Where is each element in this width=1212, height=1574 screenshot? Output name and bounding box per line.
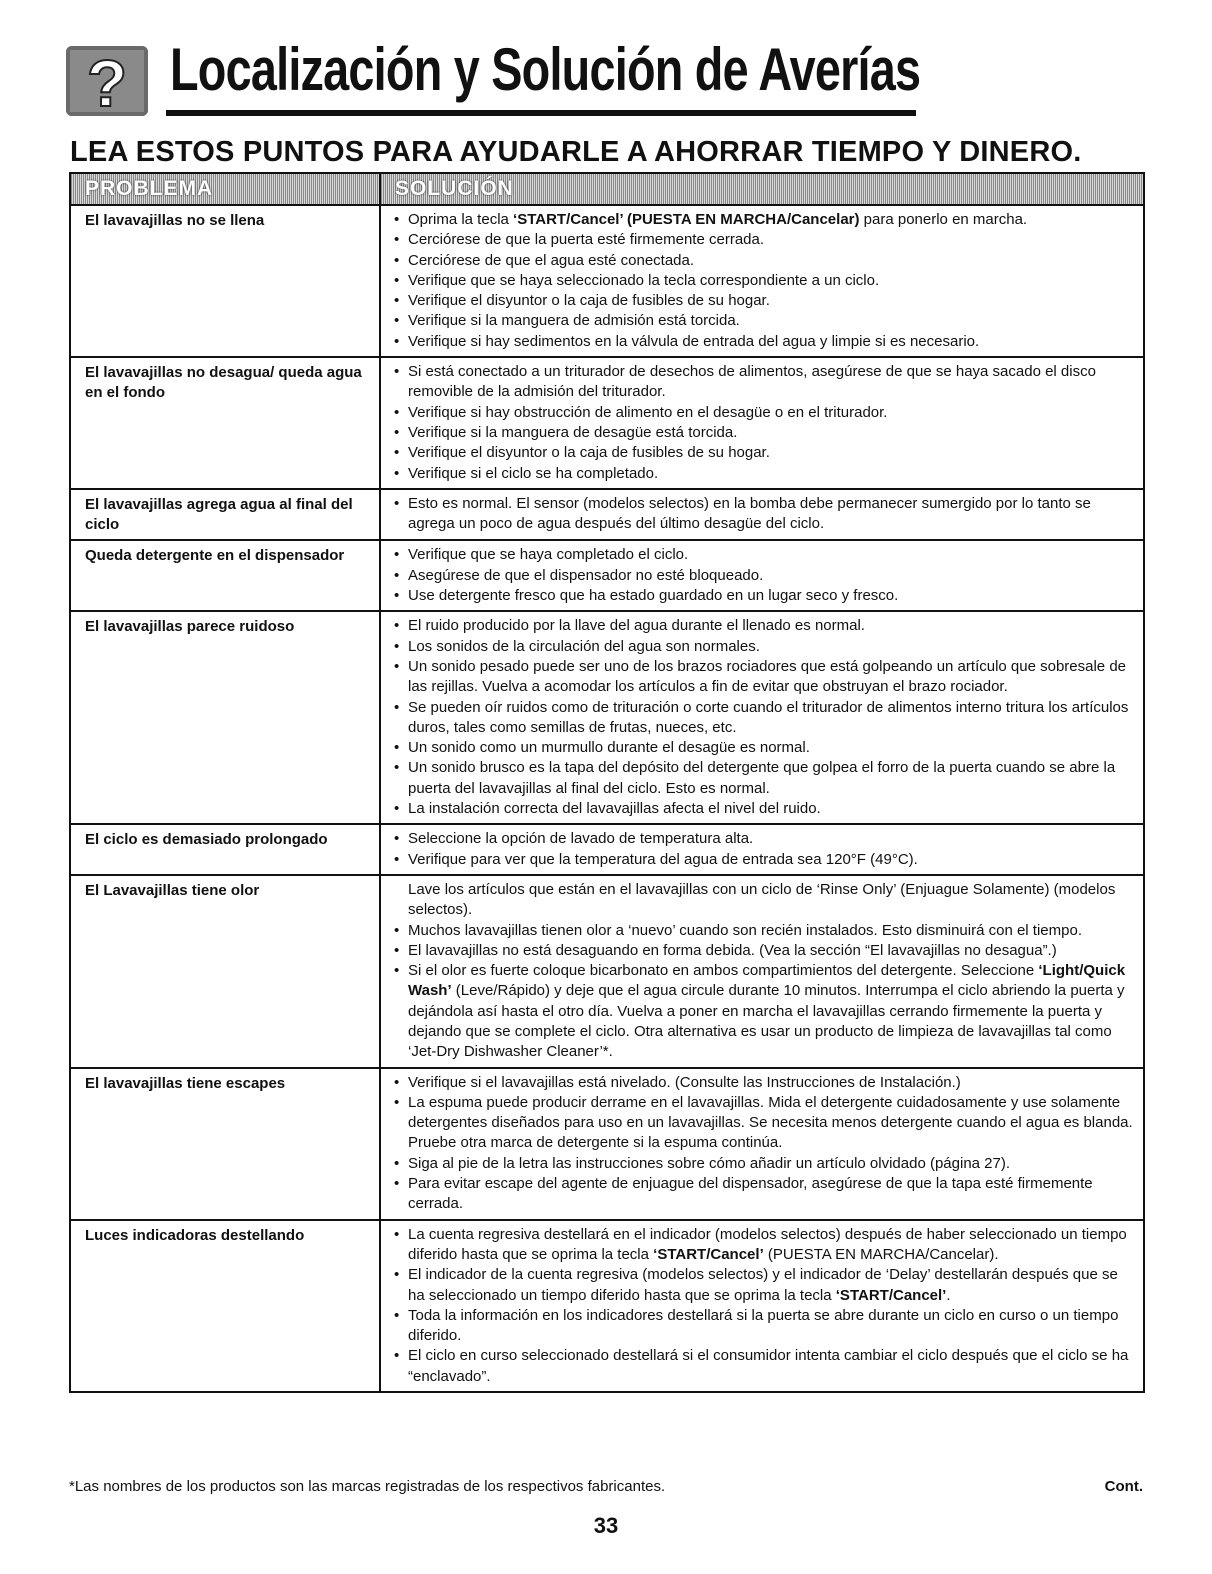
solution-list [394,1225,1135,1387]
solution-text: . [946,1286,951,1304]
problem-cell: El lavavajillas tiene escapes [70,1068,380,1220]
troubleshooting-table [69,172,1145,1393]
solution-item [394,1265,1135,1306]
solution-cell [380,357,1144,489]
table-row [70,611,1144,824]
solution-text: Los sonidos de la circulación del agua son normales. [408,637,760,655]
table-body [70,205,1144,1392]
solution-text: Verifique que se haya completado el ciclo. [408,546,689,564]
solution-text: Un sonido como un murmullo durante el desagüe es normal. [408,739,810,757]
solution-text: Si el olor es fuerte coloque bicarbonato en ambos compartimientos del detergente. Seleccione [408,962,1039,980]
solution-text: Siga al pie de la letra las instrucciones sobre cómo añadir un artículo olvidado (página 27). [408,1154,1011,1172]
solution-item [394,362,1135,403]
table-row [70,357,1144,489]
solution-item [394,271,1135,291]
solution-item [394,1174,1135,1215]
solution-item [394,880,1135,921]
solution-item [394,494,1135,535]
solution-item [394,1225,1135,1266]
solution-item [394,1093,1135,1154]
solution-item [394,1346,1135,1387]
solution-text: Seleccione la opción de lavado de temperatura alta. [408,830,754,848]
solution-text: Verifique si el ciclo se ha completado. [408,464,659,482]
solution-text: Esto es normal. El sensor (modelos selectos) en la bomba debe permanecer sumergido por lo tanto se agrega un poco de agua después del último desagüe del ciclo. [408,494,1091,533]
problem-cell: El lavavajillas no desagua/ queda agua en el fondo [70,357,380,489]
solution-item [394,332,1135,352]
solution-item [394,1306,1135,1347]
problem-cell: El Lavavajillas tiene olor [70,875,380,1068]
solution-text: Verifique si hay sedimentos en la válvula de entrada del agua y limpie si es necesario. [408,332,980,350]
continued-label: Cont. [1104,1478,1143,1495]
solution-text: (PUESTA EN MARCHA/Cancelar). [763,1245,999,1263]
solution-cell [380,540,1144,611]
key-name: ‘START/Cancel’ (PUESTA EN MARCHA/Cancelar) [513,211,860,228]
solution-text: La instalación correcta del lavavajillas afecta el nivel del ruido. [408,800,821,818]
solution-list [394,1073,1135,1215]
solution-list [394,494,1135,535]
solution-text: Oprima la tecla [408,211,514,228]
page-subtitle: LEA ESTOS PUNTOS PARA AYUDARLE A AHORRAR TIEMPO Y DINERO. [70,136,1082,168]
solution-text: El ruido producido por la llave del agua durante el llenado es normal. [408,617,865,635]
solution-item [394,637,1135,657]
solution-list [394,829,1135,870]
solution-list [394,362,1135,484]
solution-item [394,545,1135,565]
solution-text: Verifique si el lavavajillas está nivelado. (Consulte las Instrucciones de Instalación.) [408,1073,961,1091]
key-name: ‘Light/Quick Wash’ [408,962,1126,1000]
solution-text: para ponerlo en marcha. [859,211,1028,228]
page-title: Localización y Solución de Averías [170,36,921,103]
solution-cell [380,824,1144,875]
column-header-problem: PROBLEMA [70,173,380,205]
table-row [70,824,1144,875]
solution-item [394,291,1135,311]
solution-item [394,921,1135,941]
solution-text: Un sonido pesado puede ser uno de los brazos rociadores que está golpeando un artículo que sobresale de las rejillas. Vuelva a acomodar los artículos a fin de evitar que obstruyan el brazo rociador. [408,657,1127,696]
solution-item [394,616,1135,636]
solution-item [394,210,1135,230]
trademark-footnote: *Las nombres de los productos son las marcas registradas de los respectivos fabricantes. [69,1478,666,1495]
solution-list [394,210,1135,352]
solution-text: Verifique si la manguera de admisión está torcida. [408,312,740,330]
table-row [70,489,1144,541]
solution-text: Toda la información en los indicadores destellará si la puerta se abre durante un ciclo en curso o un tiempo diferido. [408,1306,1119,1345]
solution-text: Use detergente fresco que ha estado guardado en un lugar seco y fresco. [408,587,899,605]
solution-cell [380,1068,1144,1220]
solution-text: Verifique el disyuntor o la caja de fusibles de su hogar. [408,444,770,462]
solution-cell [380,611,1144,824]
table-header-row [70,173,1144,205]
solution-list [394,545,1135,606]
solution-item [394,758,1135,799]
solution-text: Cerciórese de que la puerta esté firmemente cerrada. [408,231,765,249]
svg-text:?: ? [86,46,128,116]
solution-item [394,1073,1135,1093]
solution-item [394,961,1135,1062]
solution-text: El ciclo en curso seleccionado destellará si el consumidor intenta cambiar el ciclo después que el ciclo se ha “enclavado”. [408,1347,1129,1385]
solution-cell [380,489,1144,541]
solution-list [394,880,1135,1063]
solution-text: Cerciórese de que el agua esté conectada. [408,251,695,269]
question-mark-icon [66,46,148,116]
title-underline [166,110,916,116]
table-row [70,540,1144,611]
solution-cell [380,205,1144,357]
solution-item [394,586,1135,606]
page-number: 33 [593,1513,619,1538]
solution-text: El lavavajillas no está desaguando en forma debida. (Vea la sección “El lavavajillas no desagua”.) [408,941,1057,959]
solution-cell [380,875,1144,1068]
page-header [66,36,921,116]
table-row [70,1220,1144,1392]
solution-item [394,850,1135,870]
problem-cell: El lavavajillas agrega agua al final del ciclo [70,489,380,541]
solution-text: Verifique que se haya seleccionado la tecla correspondiente a un ciclo. [408,271,880,289]
solution-text: Se pueden oír ruidos como de trituración o corte cuando el triturador de alimentos interno tritura los artículos duros, tales como semillas de frutas, nueces, etc. [408,698,1129,736]
solution-item [394,738,1135,758]
solution-cell [380,1220,1144,1392]
solution-text: Un sonido brusco es la tapa del depósito del detergente que golpea el forro de la puerta cuando se abre la puerta del lavavajillas al final del ciclo. Esto es normal. [408,759,1116,797]
solution-item [394,799,1135,819]
solution-item [394,251,1135,271]
problem-cell: El ciclo es demasiado prolongado [70,824,380,875]
solution-text: Asegúrese de que el dispensador no esté bloqueado. [408,566,764,584]
solution-text: Verifique si hay obstrucción de alimento en el desagüe o en el triturador. [408,403,888,421]
solution-item [394,403,1135,423]
problem-cell: Luces indicadoras destellando [70,1220,380,1392]
solution-item [394,657,1135,698]
solution-text: Si está conectado a un triturador de desechos de alimentos, asegúrese de que se haya sacado el disco removible de la admisión del triturador. [408,363,1096,401]
solution-text: Para evitar escape del agente de enjuague del dispensador, asegúrese de que la tapa esté firmemente cerrada. [408,1175,1093,1213]
solution-item [394,230,1135,250]
solution-item [394,1154,1135,1174]
solution-text: El indicador de la cuenta regresiva (modelos selectos) y el indicador de ‘Delay’ destellarán después que se ha seleccionado un tiempo diferido hasta que se oprima la tecla [408,1266,1118,1304]
solution-item [394,464,1135,484]
table-row [70,205,1144,357]
problem-cell: El lavavajillas no se llena [70,205,380,357]
key-name: ‘START/Cancel’ [835,1286,947,1304]
key-name: ‘START/Cancel’ [653,1245,764,1263]
problem-cell: El lavavajillas parece ruidoso [70,611,380,824]
solution-item [394,698,1135,739]
table-row [70,1068,1144,1220]
solution-text: Verifique para ver que la temperatura del agua de entrada sea 120°F (49°C). [408,850,918,868]
solution-text: La cuenta regresiva destellará en el indicador (modelos selectos) después de haber seleccionado un tiempo diferido hasta que se oprima la tecla [408,1225,1127,1263]
solution-item [394,423,1135,443]
solution-text: Lave los artículos que están en el lavavajillas con un ciclo de ‘Rinse Only’ (Enjuague Solamente) (modelos selectos). [408,880,1116,919]
solution-item [394,829,1135,849]
solution-item [394,311,1135,331]
solution-text: Verifique si la manguera de desagüe está torcida. [408,423,738,441]
solution-item [394,566,1135,586]
solution-item [394,443,1135,463]
problem-cell: Queda detergente en el dispensador [70,540,380,611]
table-row [70,875,1144,1068]
solution-text: Verifique el disyuntor o la caja de fusibles de su hogar. [408,292,770,310]
column-header-solution: SOLUCIÓN [380,173,1144,205]
solution-text: La espuma puede producir derrame en el lavavajillas. Mida el detergente cuidadosamente y use solamente detergentes diseñados para uso en un lavavajillas. Se necesita menos detergente cuando el agua es blanda. Pruebe otra marca de detergente si la espuma continúa. [408,1093,1133,1152]
solution-list [394,616,1135,819]
solution-text: Muchos lavavajillas tienen olor a ‘nuevo’ cuando son recién instalados. Esto disminuirá con el tiempo. [408,921,1082,939]
solution-item [394,941,1135,961]
solution-text: (Leve/Rápido) y deje que el agua circule durante 10 minutos. Interrumpa el ciclo abriendo la puerta y dejándola así hasta el otro día. Vuelva a poner en marcha el lavavajillas cerrando firmemente la puerta y dejando que se complete el ciclo. Otra alternativa es usar un producto de limpieza de lavavajillas tal como ‘Jet-Dry Dishwasher Cleaner’*. [408,982,1125,1061]
